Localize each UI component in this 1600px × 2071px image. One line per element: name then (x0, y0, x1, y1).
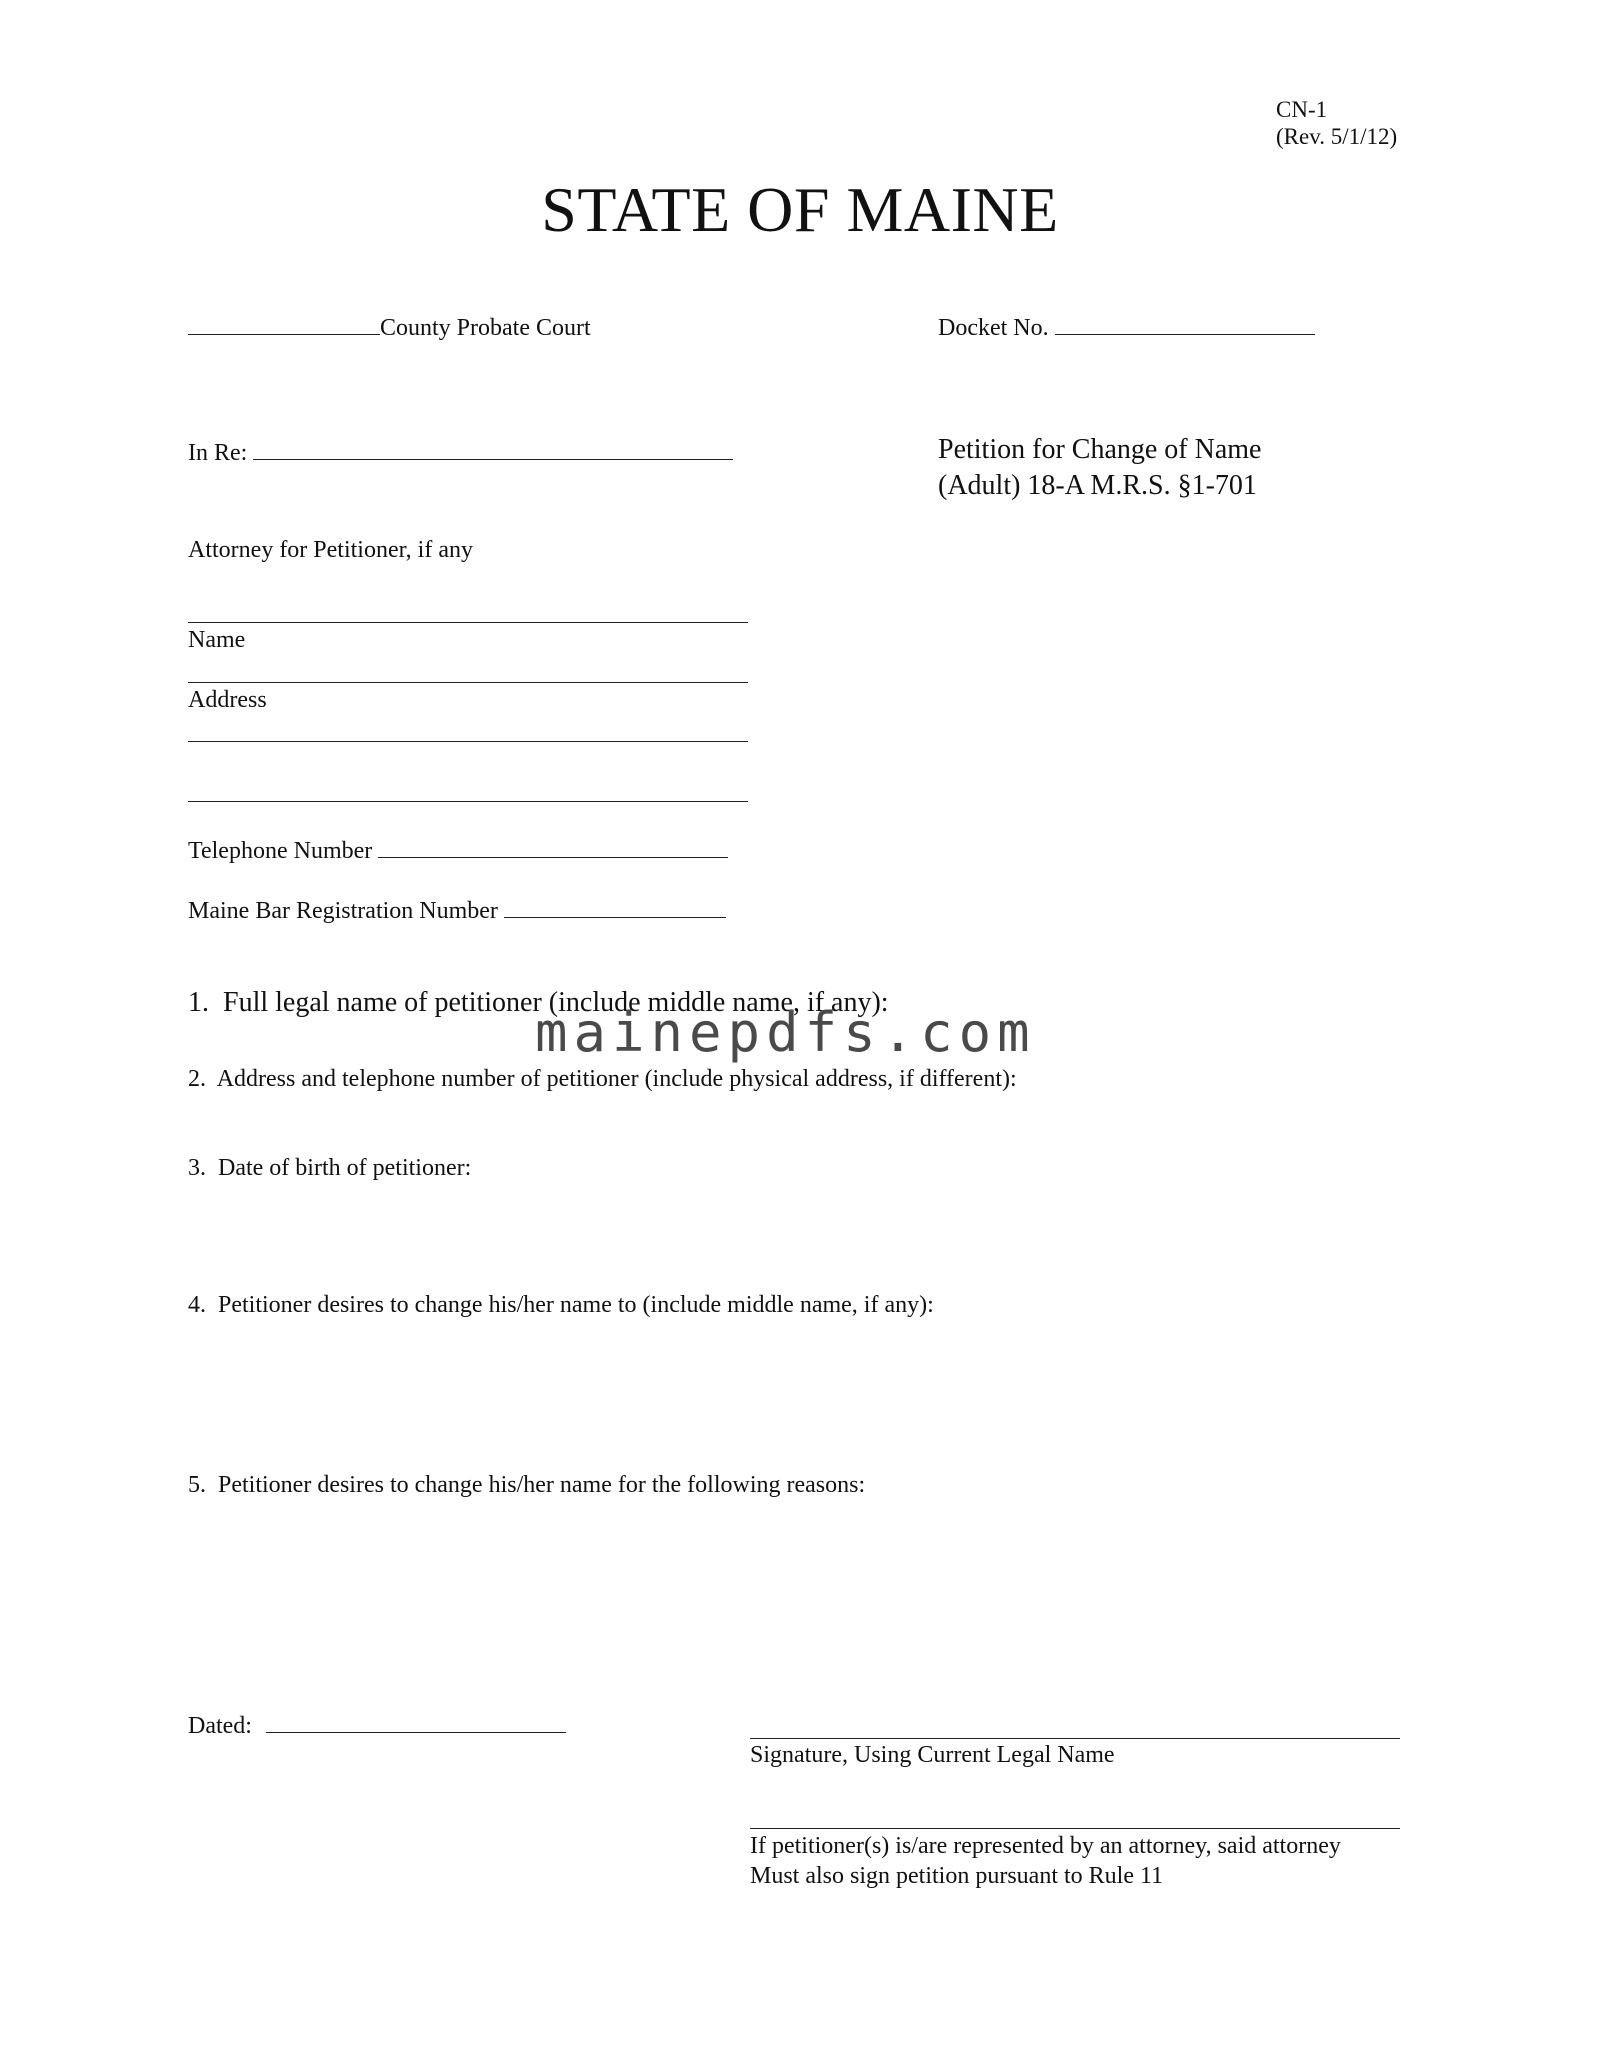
question-number: 4. (188, 1292, 206, 1318)
telephone-blank[interactable] (378, 835, 728, 858)
question-text: Petitioner desires to change his/her name to (include middle name, if any): (218, 1292, 934, 1318)
in-re-blank[interactable] (253, 437, 733, 460)
attorney-address-line-1[interactable] (188, 682, 748, 683)
page-title: STATE OF MAINE (541, 174, 1059, 245)
petition-title (938, 432, 1261, 504)
telephone-label: Telephone Number (188, 838, 373, 864)
question-text: Petitioner desires to change his/her name for the following reasons: (218, 1472, 866, 1498)
question-number: 3. (188, 1155, 206, 1181)
form-revision: (Rev. 5/1/12) (1276, 124, 1398, 149)
form-identifier (1276, 96, 1397, 150)
county-name-blank[interactable] (188, 312, 380, 335)
attorney-heading: Attorney for Petitioner, if any (188, 537, 473, 563)
attorney-signature-note (750, 1831, 1341, 1891)
question-5 (188, 1470, 865, 1500)
county-court-label: County Probate Court (380, 315, 591, 341)
attorney-note-line2: Must also sign petition pursuant to Rule 11 (750, 1863, 1164, 1889)
attorney-name-line[interactable] (188, 622, 748, 623)
docket-label: Docket No. (938, 315, 1049, 341)
question-text: Address and telephone number of petitioner (include physical address, if different): (216, 1066, 1017, 1092)
signature-line[interactable] (750, 1738, 1400, 1739)
watermark-text: mainepdfs.com (535, 1001, 1036, 1064)
dated-label: Dated: (188, 1713, 252, 1739)
question-number: 2. (188, 1066, 206, 1092)
form-number: CN-1 (1276, 97, 1328, 122)
question-text: Full legal name of petitioner (include middle name, if any): (223, 987, 889, 1018)
question-4 (188, 1290, 934, 1320)
attorney-address-label: Address (188, 687, 267, 713)
attorney-name-label: Name (188, 627, 246, 653)
bar-registration-blank[interactable] (504, 895, 726, 918)
attorney-address-line-2[interactable] (188, 741, 748, 742)
signature-label: Signature, Using Current Legal Name (750, 1742, 1115, 1768)
county-probate-court-row (188, 312, 591, 343)
telephone-row (188, 835, 728, 866)
docket-row (938, 312, 1315, 343)
docket-number-blank[interactable] (1055, 312, 1315, 335)
question-2 (188, 1064, 1017, 1094)
dated-blank[interactable] (266, 1710, 566, 1733)
attorney-address-line-3[interactable] (188, 801, 748, 802)
bar-registration-label: Maine Bar Registration Number (188, 898, 498, 924)
question-text: Date of birth of petitioner: (218, 1155, 472, 1181)
question-3 (188, 1153, 471, 1183)
in-re-label: In Re: (188, 440, 248, 466)
question-number: 1. (188, 987, 209, 1018)
in-re-row (188, 437, 733, 468)
attorney-note-line1: If petitioner(s) is/are represented by an attorney, said attorney (750, 1833, 1341, 1859)
question-number: 5. (188, 1472, 206, 1498)
petition-title-line1: Petition for Change of Name (938, 434, 1262, 465)
attorney-signature-line[interactable] (750, 1828, 1400, 1829)
dated-row (188, 1710, 566, 1741)
petition-title-line2: (Adult) 18-A M.R.S. §1-701 (938, 470, 1257, 501)
bar-registration-row (188, 895, 726, 926)
